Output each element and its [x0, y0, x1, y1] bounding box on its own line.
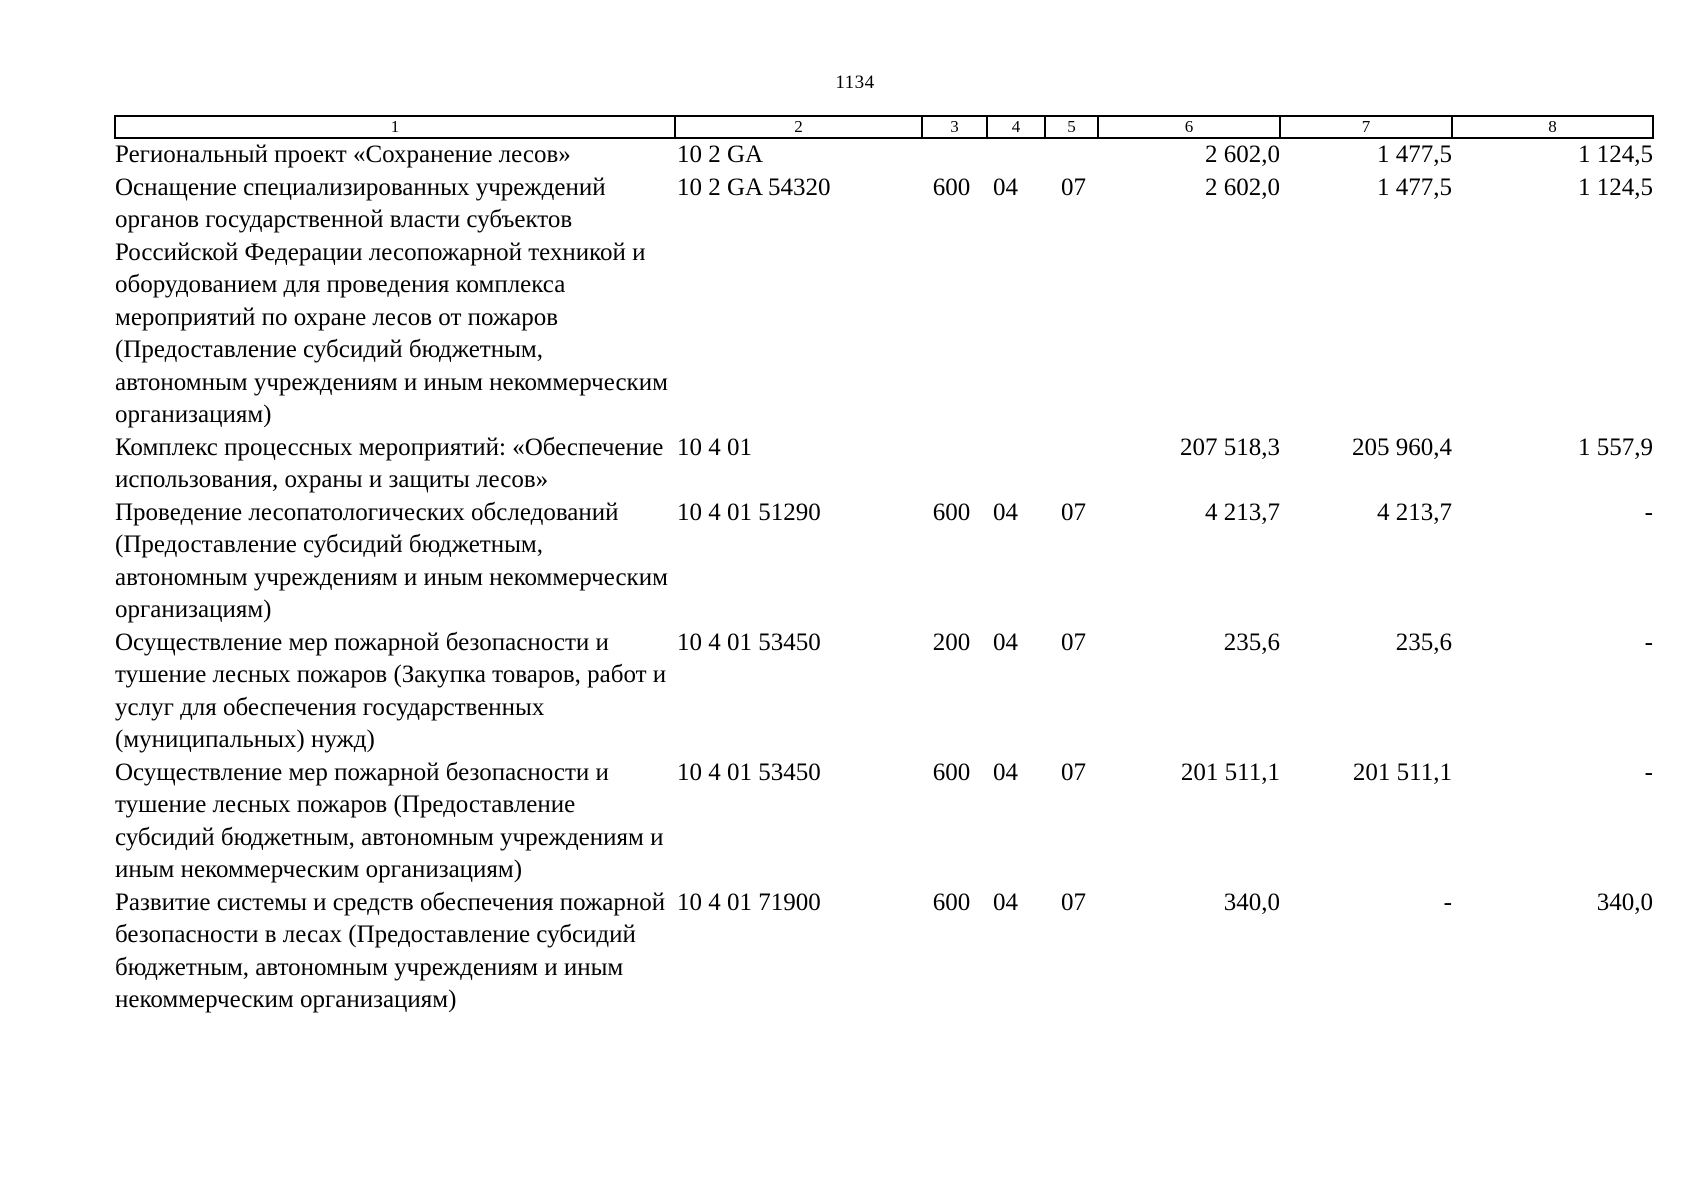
row-name: Региональный проект «Сохранение лесов» — [115, 141, 571, 168]
row-section: 04 — [993, 758, 1018, 786]
row-amount-col8: - — [1644, 758, 1653, 786]
row-code: 10 2 GA 54320 — [677, 173, 831, 201]
table-row — [115, 757, 1653, 887]
column-header-5: 5 — [1045, 116, 1098, 138]
column-header-6: 6 — [1098, 116, 1280, 138]
row-amount-col7: 4 213,7 — [1377, 498, 1452, 526]
row-subsection: 07 — [1061, 173, 1086, 201]
table-row — [115, 627, 1653, 757]
column-header-2: 2 — [675, 116, 922, 138]
row-amount-col7: 201 511,1 — [1352, 758, 1452, 786]
row-amount-col7: - — [1443, 888, 1452, 916]
row-amount-col8: 1 557,9 — [1578, 433, 1653, 461]
row-name: Осуществление мер пожарной безопасности и тушение лесных пожаров (Предоставление субсидий бюджетным, автономным учреждениям и иным некоммерческим организациям) — [115, 758, 664, 883]
row-amount-col7: 1 477,5 — [1377, 141, 1452, 168]
row-name: Осуществление мер пожарной безопасности и тушение лесных пожаров (Закупка товаров, работ и услуг для обеспечения государственных (муниципальных) нужд) — [115, 628, 667, 753]
row-code: 10 4 01 — [677, 433, 752, 461]
row-code: 10 2 GA — [677, 141, 764, 168]
row-section — [987, 432, 1045, 497]
row-amount-col8: - — [1644, 628, 1653, 656]
row-section: 04 — [993, 888, 1018, 916]
row-section: 04 — [993, 173, 1018, 201]
row-amount-col6: 2 602,0 — [1205, 141, 1280, 168]
row-code: 10 4 01 71900 — [677, 888, 821, 916]
row-subsection — [1045, 432, 1098, 497]
row-amount-col7: 1 477,5 — [1377, 173, 1452, 201]
row-amount-col6: 235,6 — [1223, 628, 1280, 656]
budget-table — [114, 115, 1654, 1017]
table-row — [115, 172, 1653, 432]
table-row — [115, 497, 1653, 627]
row-name: Проведение лесопатологических обследований (Предоставление субсидий бюджетным, автономным учреждениям и иным некоммерческим организациям) — [115, 498, 668, 623]
row-subsection: 07 — [1061, 628, 1086, 656]
row-amount-col8: 1 124,5 — [1578, 141, 1653, 168]
row-amount-col6: 340,0 — [1223, 888, 1280, 916]
row-subsection — [1045, 138, 1098, 172]
column-header-8: 8 — [1452, 116, 1653, 138]
row-subsection: 07 — [1061, 888, 1086, 916]
row-amount-col8: 340,0 — [1596, 888, 1653, 916]
row-expense-type: 600 — [932, 758, 971, 786]
row-section: 04 — [993, 498, 1018, 526]
row-name: Комплекс процессных мероприятий: «Обеспечение использования, охраны и защиты лесов» — [115, 433, 664, 493]
column-header-3: 3 — [922, 116, 987, 138]
table-row — [115, 887, 1653, 1017]
row-amount-col6: 2 602,0 — [1205, 173, 1280, 201]
row-amount-col7: 205 960,4 — [1352, 433, 1452, 461]
row-subsection: 07 — [1061, 758, 1086, 786]
row-expense-type — [922, 432, 987, 497]
row-section: 04 — [993, 628, 1018, 656]
row-section — [987, 138, 1045, 172]
row-expense-type: 600 — [932, 888, 971, 916]
row-amount-col8: 1 124,5 — [1578, 173, 1653, 201]
column-number-header-row — [115, 116, 1653, 138]
row-amount-col7: 235,6 — [1395, 628, 1452, 656]
table-row — [115, 138, 1653, 172]
row-name: Развитие системы и средств обеспечения пожарной безопасности в лесах (Предоставление субсидий бюджетным, автономным учреждениям и иным некоммерческим организациям) — [115, 888, 666, 1013]
column-header-7: 7 — [1280, 116, 1452, 138]
row-expense-type: 600 — [932, 173, 971, 201]
table-row — [115, 432, 1653, 497]
row-subsection: 07 — [1061, 498, 1086, 526]
row-name: Оснащение специализированных учреждений органов государственной власти субъектов Российской Федерации лесопожарной техникой и оборудованием для проведения комплекса мероприятий по охране лесов от пожаров (Предоставление субсидий бюджетным, автономным учреждениям и иным некоммерческим организациям) — [115, 173, 668, 428]
column-header-4: 4 — [987, 116, 1045, 138]
row-expense-type — [922, 138, 987, 172]
row-code: 10 4 01 53450 — [677, 758, 821, 786]
row-code: 10 4 01 51290 — [677, 498, 821, 526]
page-number: 1134 — [835, 72, 875, 93]
row-amount-col6: 201 511,1 — [1180, 758, 1280, 786]
row-amount-col8: - — [1644, 498, 1653, 526]
column-header-1: 1 — [115, 116, 675, 138]
row-amount-col6: 207 518,3 — [1180, 433, 1280, 461]
row-amount-col6: 4 213,7 — [1205, 498, 1280, 526]
row-expense-type: 600 — [932, 498, 971, 526]
row-code: 10 4 01 53450 — [677, 628, 821, 656]
row-expense-type: 200 — [932, 628, 971, 656]
